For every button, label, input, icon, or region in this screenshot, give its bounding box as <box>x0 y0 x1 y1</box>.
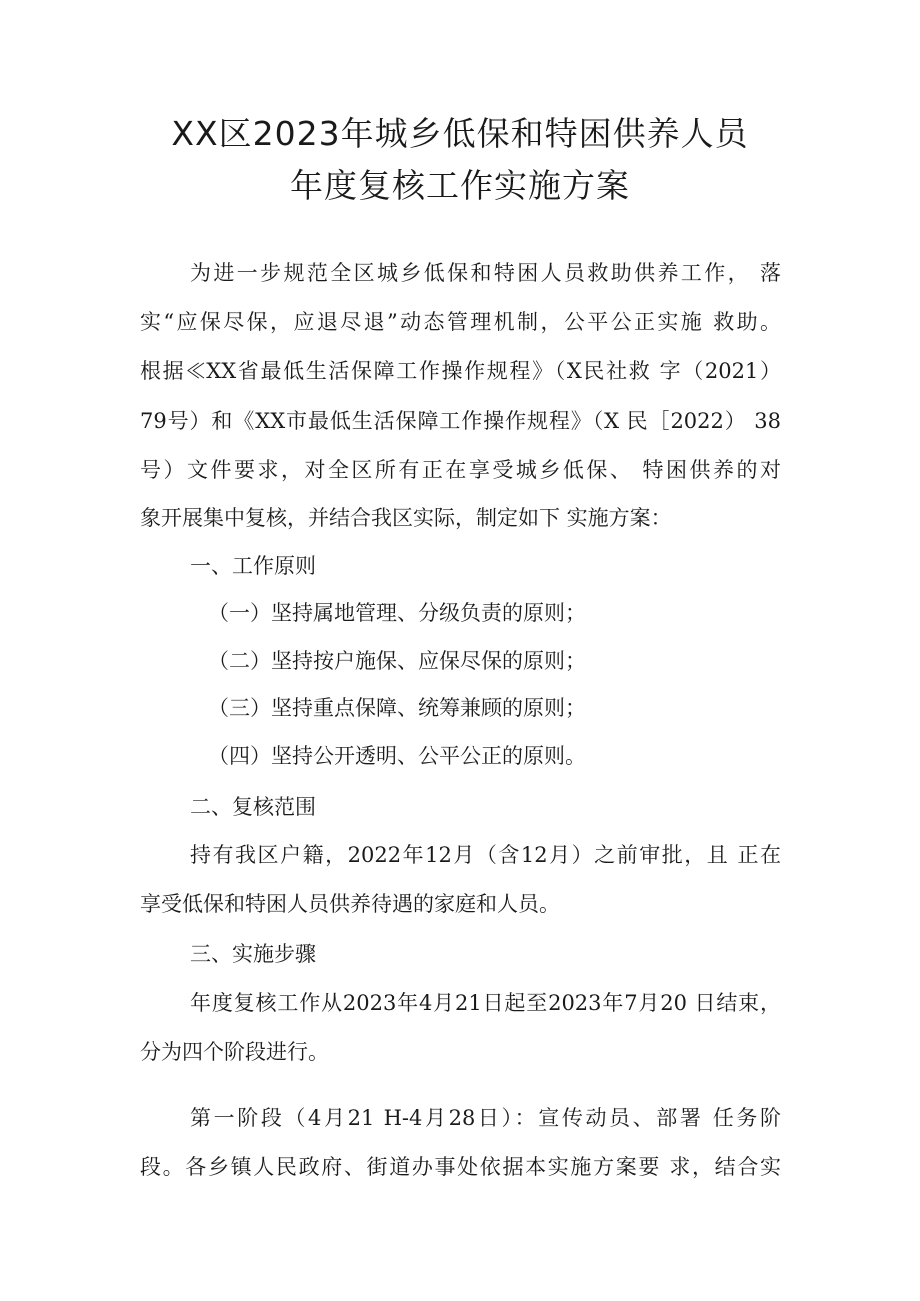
intro-line-4: 79号）和《XX市最低生活保障工作操作规程》（X 民［2022） 38 <box>140 409 781 433</box>
document-title-line-2: 年度复核工作实施方案 <box>290 166 630 205</box>
phase1-line-2: 段。各乡镇人民政府、街道办事处依据本实施方案要 求，结合实 <box>140 1155 781 1179</box>
intro-line-5: 号）文件要求，对全区所有正在享受城乡低保、 特困供养的对 <box>140 458 781 482</box>
steps-line-2: 分为四个阶段进行。 <box>140 1040 329 1064</box>
scope-line-2: 享受低保和特困人员供养待遇的家庭和人员。 <box>140 892 560 916</box>
intro-line-6: 象开展集中复核，并结合我区实际，制定如下 实施方案： <box>140 506 672 530</box>
principle-item: （二）坚持按户施保、应保尽保的原则； <box>208 649 586 673</box>
principle-item: （三）坚持重点保障、统筹兼顾的原则； <box>208 696 586 720</box>
principle-item: （一）坚持属地管理、分级负责的原则； <box>208 601 586 625</box>
section-heading-principles: 一、工作原则 <box>190 554 316 578</box>
section-heading-steps: 三、实施步骤 <box>190 942 316 966</box>
scope-line-1: 持有我区户籍，2022年12月（含12月）之前审批，且 正在 <box>190 843 781 867</box>
section-heading-scope: 二、复核范围 <box>190 795 316 819</box>
steps-line-1: 年度复核工作从2023年4月21日起至2023年7月20 日结束， <box>190 991 781 1015</box>
document-title-line-1: XX区2023年城乡低保和特困供养人员 <box>171 114 749 153</box>
intro-line-1: 为进一步规范全区城乡低保和特困人员救助供养工作， 落 <box>190 261 781 285</box>
intro-line-3: 根据≪XX省最低生活保障工作操作规程》（X民社救 字（2021） <box>140 359 781 383</box>
intro-line-2: 实“应保尽保，应退尽退”动态管理机制，公平公正实施 救助。 <box>140 310 781 334</box>
principle-item: （四）坚持公开透明、公平公正的原则。 <box>208 744 586 768</box>
phase1-line-1: 第一阶段（4月21 H-4月28日）：宣传动员、部署 任务阶 <box>190 1106 781 1130</box>
